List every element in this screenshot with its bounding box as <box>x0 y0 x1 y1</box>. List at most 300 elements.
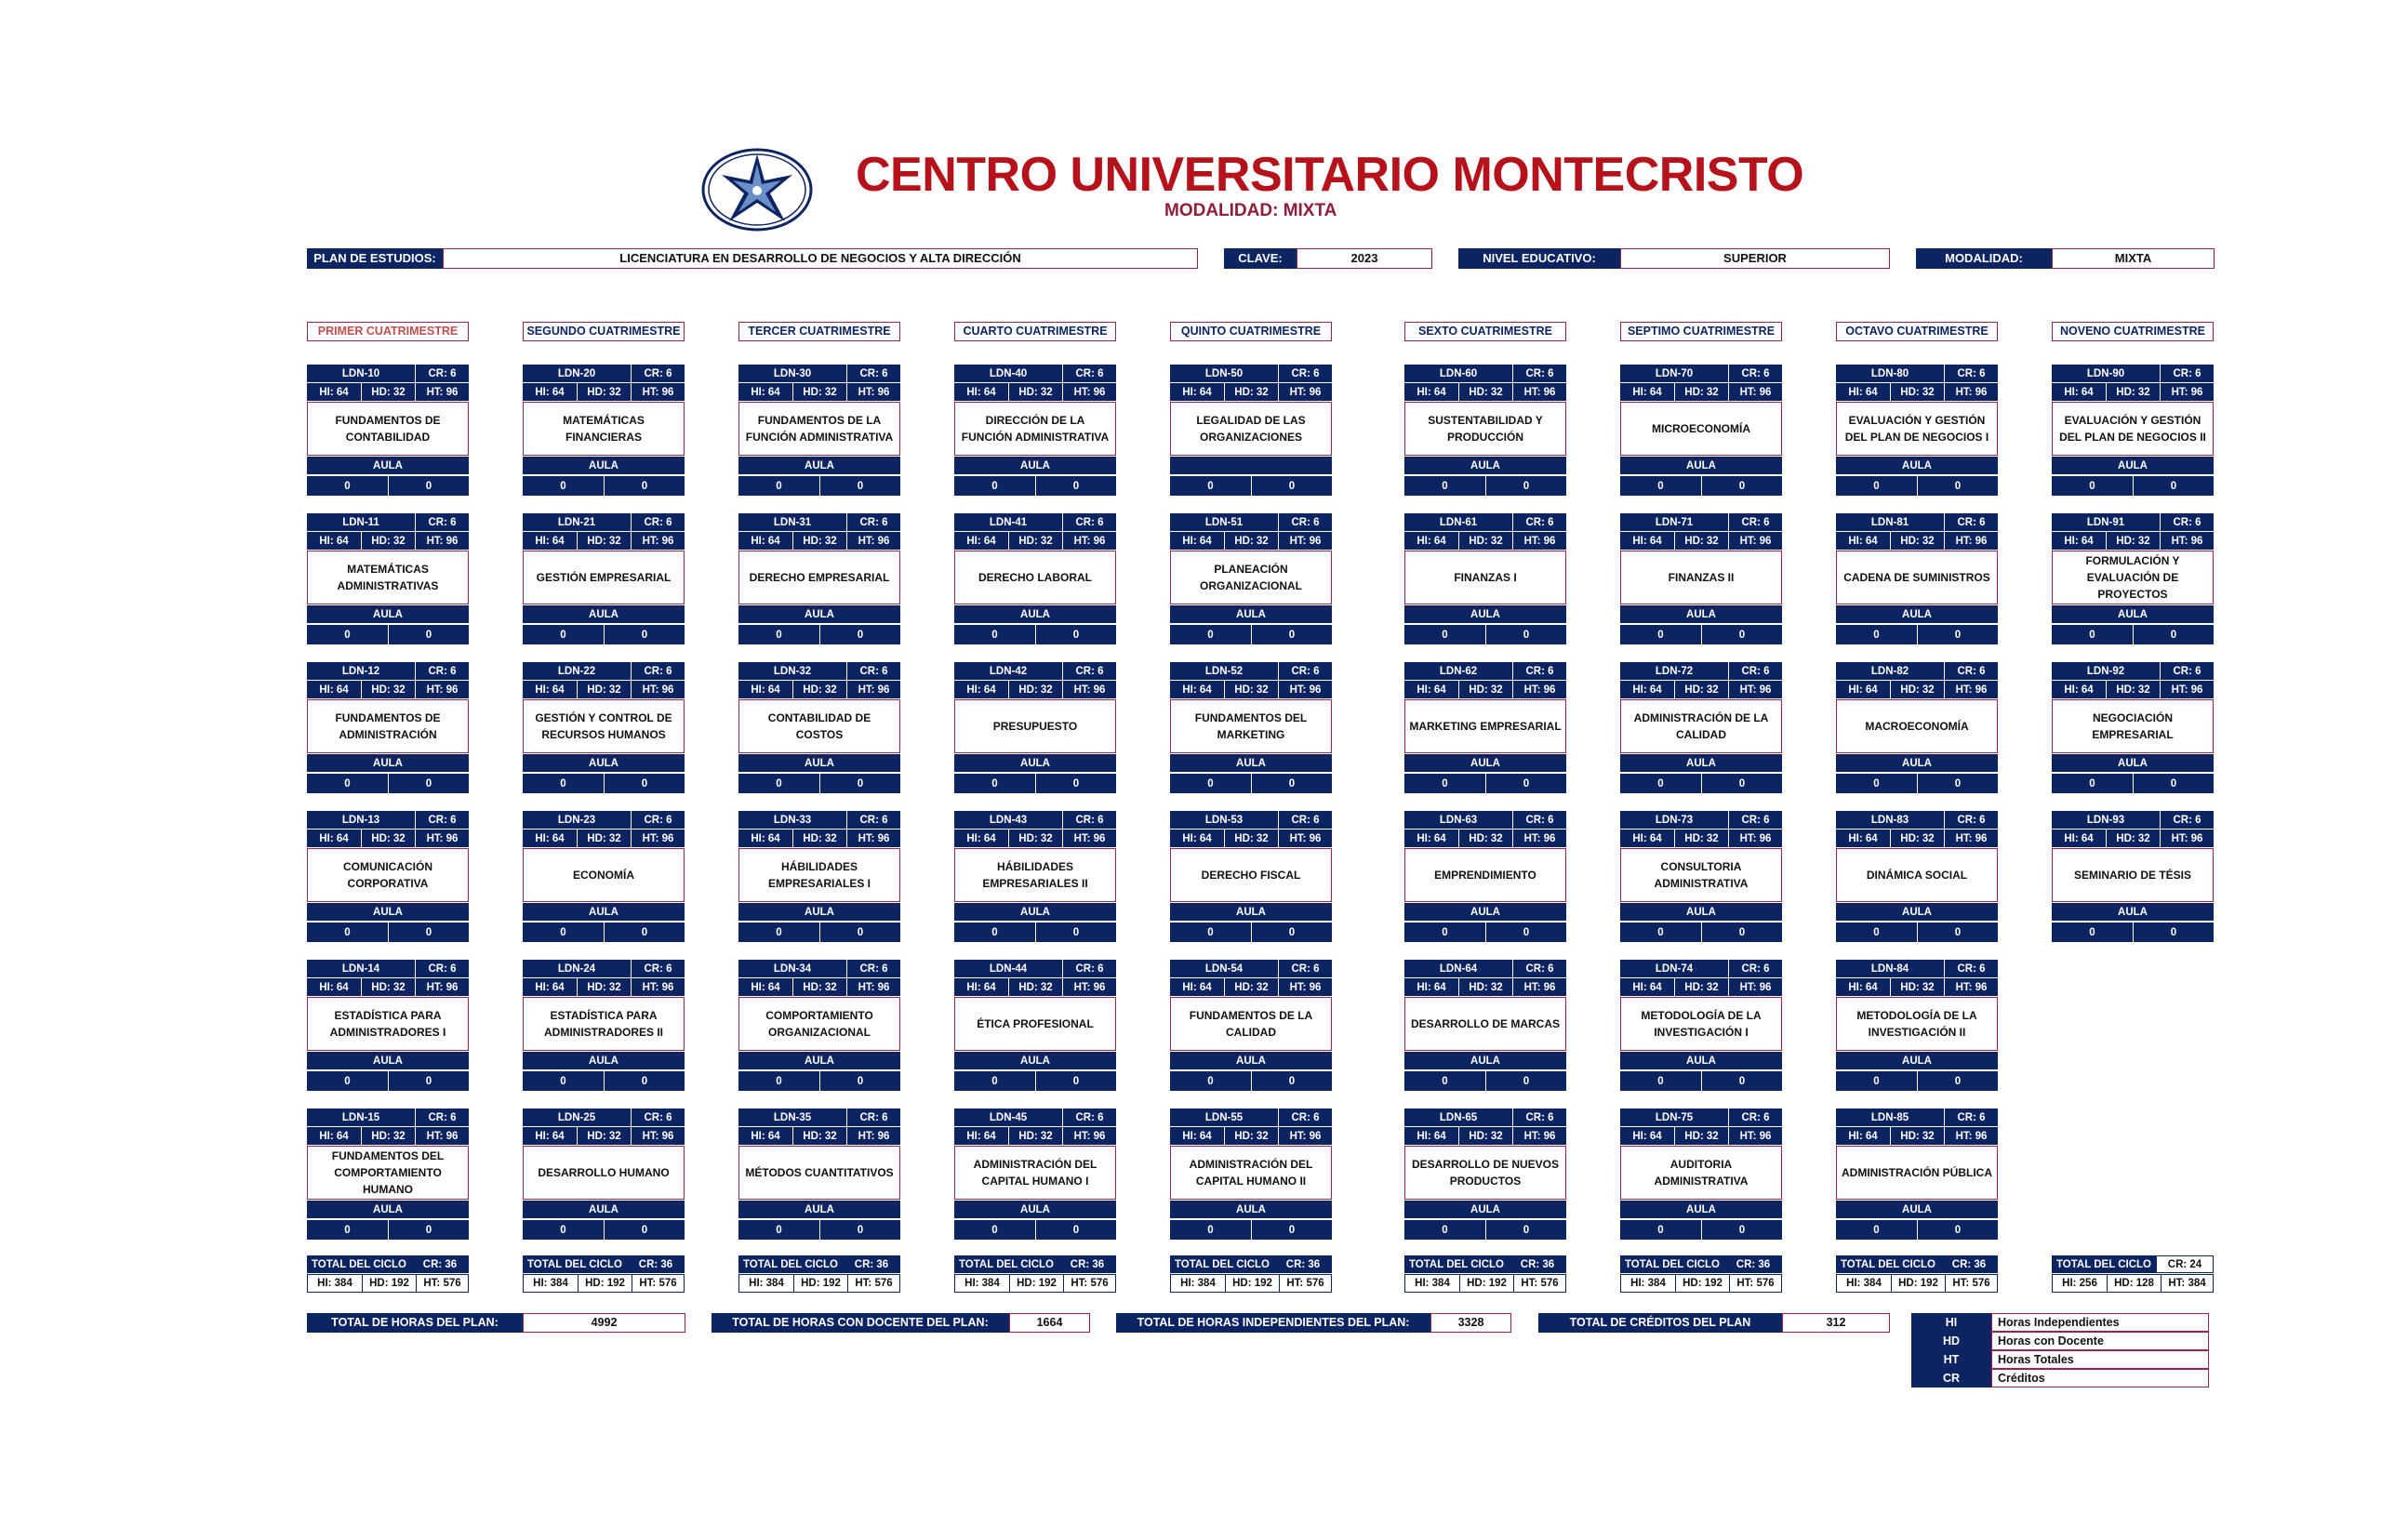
cycle-total-ht: HT: 576 <box>847 1275 899 1292</box>
course-value-2: 0 <box>388 1220 469 1240</box>
course-code: LDN-70 <box>1655 367 1694 379</box>
aula-label: AULA <box>1902 459 1932 471</box>
aula-row <box>1620 605 1782 623</box>
course-hi: HI: 64 <box>751 386 780 398</box>
course-hd: HD: 32 <box>1674 532 1728 550</box>
course-code-row <box>523 960 685 977</box>
course-code-row <box>1836 662 1998 680</box>
course-code: LDN-73 <box>1655 814 1694 826</box>
course-hours-row <box>1404 681 1566 698</box>
course-card <box>307 960 469 1092</box>
course-value-1: 0 <box>1442 926 1448 938</box>
course-code: LDN-81 <box>1870 516 1909 528</box>
course-value-2: 0 <box>388 625 469 644</box>
total-horas-label: TOTAL DE HORAS DEL PLAN: <box>307 1313 523 1333</box>
course-values-row <box>307 625 469 644</box>
course-card <box>523 662 685 794</box>
course-code: LDN-33 <box>773 814 812 826</box>
course-hi: HI: 64 <box>319 684 349 696</box>
aula-row <box>2052 754 2214 772</box>
aula-row <box>954 1201 1116 1218</box>
course-hi: HI: 64 <box>1417 1130 1446 1142</box>
course-hd: HD: 32 <box>792 1127 846 1145</box>
course-name: FUNDAMENTOS DE CONTABILIDAD <box>307 402 469 456</box>
course-hd: HD: 32 <box>792 978 846 996</box>
course-card <box>1620 811 1782 943</box>
aula-label: AULA <box>1236 1055 1266 1067</box>
aula-label: AULA <box>1470 757 1500 769</box>
aula-label <box>1170 457 1332 474</box>
cycle-total-header <box>523 1255 685 1273</box>
aula-row <box>1836 1052 1998 1069</box>
cycle-total-label: TOTAL DEL CICLO <box>2052 1255 2156 1273</box>
course-name: MATEMÁTICAS ADMINISTRATIVAS <box>307 551 469 604</box>
course-hd: HD: 32 <box>361 1127 415 1145</box>
course-value-2: 0 <box>1701 1220 1782 1240</box>
aula-row <box>1170 1201 1332 1218</box>
course-name: FUNDAMENTOS DE ADMINISTRACIÓN <box>307 699 469 753</box>
course-credits: CR: 6 <box>1512 811 1566 829</box>
course-value-1: 0 <box>1657 629 1664 641</box>
course-name: FUNDAMENTOS DEL MARKETING <box>1170 699 1332 753</box>
aula-row <box>1170 605 1332 623</box>
aula-label: AULA <box>1020 1203 1050 1215</box>
course-hd: HD: 32 <box>792 383 846 401</box>
course-hi: HI: 64 <box>1632 981 1662 993</box>
cycle-total-label: TOTAL DEL CICLO <box>307 1255 411 1273</box>
course-name: DESARROLLO HUMANO <box>523 1146 685 1200</box>
cycle-total-label: TOTAL DEL CICLO <box>1404 1255 1509 1273</box>
course-hd: HD: 32 <box>361 681 415 698</box>
course-value-1: 0 <box>1657 1075 1664 1087</box>
course-code: LDN-92 <box>2086 665 2125 677</box>
course-ht: HT: 96 <box>1278 383 1332 401</box>
aula-label: AULA <box>1470 906 1500 918</box>
cycle-total-credits: CR: 36 <box>843 1255 900 1273</box>
course-value-2: 0 <box>388 1071 469 1091</box>
course-code-row <box>307 365 469 382</box>
course-values-row <box>738 476 900 496</box>
course-credits: CR: 6 <box>846 1109 900 1126</box>
course-ht: HT: 96 <box>846 830 900 847</box>
course-values-row <box>954 1220 1116 1240</box>
course-ht: HT: 96 <box>1728 681 1782 698</box>
course-hi: HI: 64 <box>319 386 349 398</box>
course-hi: HI: 64 <box>319 832 349 844</box>
course-hd: HD: 32 <box>792 532 846 550</box>
course-name: DERECHO EMPRESARIAL <box>738 551 900 604</box>
course-hd: HD: 32 <box>1008 532 1062 550</box>
course-ht: HT: 96 <box>631 978 685 996</box>
course-credits: CR: 6 <box>415 1109 469 1126</box>
course-credits: CR: 6 <box>631 811 685 829</box>
course-card <box>523 1109 685 1241</box>
course-code-row <box>1170 662 1332 680</box>
course-value-1: 0 <box>1657 926 1664 938</box>
plan-info-row <box>0 248 2381 269</box>
course-card <box>1170 960 1332 1092</box>
course-value-1: 0 <box>560 777 566 790</box>
course-name: MACROECONOMÍA <box>1836 699 1998 753</box>
course-card <box>1620 365 1782 497</box>
course-name: GESTIÓN EMPRESARIAL <box>523 551 685 604</box>
course-name: MARKETING EMPRESARIAL <box>1404 699 1566 753</box>
aula-label: AULA <box>1020 757 1050 769</box>
course-hours-row <box>1404 830 1566 847</box>
cycle-total <box>1404 1255 1566 1293</box>
semester-header: CUARTO CUATRIMESTRE <box>954 322 1116 341</box>
course-value-2: 0 <box>819 774 900 793</box>
course-name: DIRECCIÓN DE LA FUNCIÓN ADMINISTRATIVA <box>954 402 1116 456</box>
page-title: CENTRO UNIVERSITARIO MONTECRISTO <box>856 148 1804 202</box>
course-code-row <box>1404 365 1566 382</box>
course-code: LDN-50 <box>1204 367 1244 379</box>
course-value-2: 0 <box>604 476 685 496</box>
aula-row <box>1170 903 1332 921</box>
page-subtitle: MODALIDAD: MIXTA <box>1164 201 1337 220</box>
course-code: LDN-60 <box>1439 367 1478 379</box>
course-value-1: 0 <box>344 629 351 641</box>
course-hi: HI: 64 <box>535 1130 565 1142</box>
course-ht: HT: 96 <box>1728 830 1782 847</box>
course-hi: HI: 64 <box>1848 684 1878 696</box>
course-ht: HT: 96 <box>1062 681 1116 698</box>
course-code-row <box>954 1109 1116 1126</box>
course-code: LDN-30 <box>773 367 812 379</box>
cycle-total-credits: CR: 24 <box>2156 1255 2214 1273</box>
total-indep-label: TOTAL DE HORAS INDEPENDIENTES DEL PLAN: <box>1116 1313 1430 1333</box>
aula-label: AULA <box>805 757 834 769</box>
clave-label: CLAVE: <box>1224 248 1297 269</box>
aula-label: AULA <box>1902 608 1932 620</box>
course-credits: CR: 6 <box>2160 662 2214 680</box>
aula-label: AULA <box>805 1055 834 1067</box>
course-value-1: 0 <box>1657 480 1664 492</box>
course-hi: HI: 64 <box>1632 832 1662 844</box>
course-value-1: 0 <box>1873 629 1880 641</box>
course-hi: HI: 64 <box>1182 535 1212 547</box>
course-code-row <box>523 365 685 382</box>
course-value-1: 0 <box>560 926 566 938</box>
course-ht: HT: 96 <box>2160 532 2214 550</box>
course-values-row <box>1620 774 1782 793</box>
course-card <box>1836 365 1998 497</box>
course-value-1: 0 <box>991 926 998 938</box>
course-value-2: 0 <box>1485 625 1566 644</box>
course-code-row <box>2052 365 2214 382</box>
course-code: LDN-64 <box>1439 962 1478 975</box>
course-value-1: 0 <box>2089 480 2095 492</box>
cycle-total-ht: HT: 576 <box>1513 1275 1565 1292</box>
course-code-row <box>1620 960 1782 977</box>
course-value-2: 0 <box>1701 476 1782 496</box>
total-horas-independientes <box>1116 1313 1511 1333</box>
course-hours-row <box>307 830 469 847</box>
aula-row <box>1836 754 1998 772</box>
course-values-row <box>738 1071 900 1091</box>
aula-row <box>954 457 1116 474</box>
course-value-2: 0 <box>819 1071 900 1091</box>
course-name: METODOLOGÍA DE LA INVESTIGACIÓN II <box>1836 997 1998 1051</box>
course-hours-row <box>954 681 1116 698</box>
course-value-2: 0 <box>1251 923 1332 942</box>
legend-desc: Créditos <box>1991 1369 2209 1387</box>
course-ht: HT: 96 <box>1512 383 1566 401</box>
course-hi: HI: 64 <box>966 832 996 844</box>
course-ht: HT: 96 <box>1062 383 1116 401</box>
course-name: DERECHO LABORAL <box>954 551 1116 604</box>
cycle-total-header <box>1836 1255 1998 1273</box>
cycle-total-label: TOTAL DEL CICLO <box>738 1255 843 1273</box>
cycle-total-hi: HI: 384 <box>1180 1278 1216 1289</box>
course-code-row <box>1836 365 1998 382</box>
course-value-1: 0 <box>344 777 351 790</box>
course-card <box>1170 365 1332 497</box>
course-name: FINANZAS II <box>1620 551 1782 604</box>
course-name: COMPORTAMIENTO ORGANIZACIONAL <box>738 997 900 1051</box>
course-name: COMUNICACIÓN CORPORATIVA <box>307 848 469 902</box>
course-code-row <box>954 960 1116 977</box>
legend-key: HT <box>1911 1350 1991 1369</box>
course-value-2: 0 <box>1035 476 1116 496</box>
aula-label: AULA <box>805 1203 834 1215</box>
course-card <box>954 662 1116 794</box>
course-card <box>1170 1109 1332 1241</box>
aula-label: AULA <box>1020 1055 1050 1067</box>
course-hd: HD: 32 <box>577 1127 631 1145</box>
legend-row <box>1911 1369 2209 1387</box>
course-credits: CR: 6 <box>1512 960 1566 977</box>
course-code: LDN-52 <box>1204 665 1244 677</box>
course-credits: CR: 6 <box>1944 1109 1998 1126</box>
cycle-total <box>954 1255 1116 1293</box>
cycle-total-header <box>1404 1255 1566 1273</box>
course-ht: HT: 96 <box>1512 978 1566 996</box>
aula-row <box>1836 605 1998 623</box>
cycle-total-ht: HT: 576 <box>1729 1275 1781 1292</box>
course-value-2: 0 <box>1485 476 1566 496</box>
course-code-row <box>307 811 469 829</box>
course-name: PLANEACIÓN ORGANIZACIONAL <box>1170 551 1332 604</box>
cycle-total-hours <box>2052 1274 2214 1293</box>
course-hi: HI: 64 <box>966 684 996 696</box>
course-code: LDN-75 <box>1655 1111 1694 1123</box>
course-values-row <box>1170 774 1332 793</box>
course-hi: HI: 64 <box>535 386 565 398</box>
course-values-row <box>1404 476 1566 496</box>
course-values-row <box>1404 1071 1566 1091</box>
course-values-row <box>523 774 685 793</box>
course-hd: HD: 32 <box>1458 830 1512 847</box>
course-values-row <box>738 774 900 793</box>
course-name: PRESUPUESTO <box>954 699 1116 753</box>
course-value-2: 0 <box>388 476 469 496</box>
course-values-row <box>2052 476 2214 496</box>
course-hours-row <box>1404 383 1566 401</box>
course-hours-row <box>1170 532 1332 550</box>
total-docente-value: 1664 <box>1009 1313 1090 1333</box>
course-hd: HD: 32 <box>1008 383 1062 401</box>
aula-row <box>1404 605 1566 623</box>
course-ht: HT: 96 <box>846 978 900 996</box>
course-values-row <box>2052 625 2214 644</box>
course-code-row <box>523 513 685 531</box>
course-credits: CR: 6 <box>846 960 900 977</box>
course-name: DESARROLLO DE NUEVOS PRODUCTOS <box>1404 1146 1566 1200</box>
course-code-row <box>1836 960 1998 977</box>
course-card <box>307 513 469 645</box>
cycle-total-ht: HT: 576 <box>416 1275 468 1292</box>
course-value-1: 0 <box>344 926 351 938</box>
course-ht: HT: 96 <box>1062 978 1116 996</box>
course-name: SUSTENTABILIDAD Y PRODUCCIÓN <box>1404 402 1566 456</box>
course-credits: CR: 6 <box>1728 662 1782 680</box>
aula-row <box>1404 457 1566 474</box>
course-hours-row <box>307 532 469 550</box>
cycle-total-ht: HT: 576 <box>1063 1275 1115 1292</box>
course-value-2: 0 <box>2133 625 2214 644</box>
course-hd: HD: 32 <box>1224 532 1278 550</box>
course-code-row <box>954 365 1116 382</box>
course-hi: HI: 64 <box>319 981 349 993</box>
course-credits: CR: 6 <box>1512 513 1566 531</box>
course-hd: HD: 32 <box>2106 383 2160 401</box>
course-code: LDN-21 <box>557 516 596 528</box>
course-value-1: 0 <box>560 1224 566 1236</box>
course-card <box>954 513 1116 645</box>
course-value-2: 0 <box>1701 1071 1782 1091</box>
course-card <box>738 365 900 497</box>
course-code-row <box>2052 513 2214 531</box>
aula-row <box>1170 1052 1332 1069</box>
course-value-1: 0 <box>344 1224 351 1236</box>
course-value-2: 0 <box>1251 476 1332 496</box>
course-value-2: 0 <box>1917 1071 1998 1091</box>
cycle-total-hours <box>1620 1274 1782 1293</box>
aula-label: AULA <box>2118 459 2148 471</box>
aula-row <box>307 754 469 772</box>
course-value-1: 0 <box>1207 629 1214 641</box>
course-hours-row <box>307 681 469 698</box>
course-values-row <box>307 1220 469 1240</box>
course-ht: HT: 96 <box>415 830 469 847</box>
legend-desc: Horas Independientes <box>1991 1313 2209 1332</box>
course-code: LDN-24 <box>557 962 596 975</box>
course-code: LDN-22 <box>557 665 596 677</box>
course-hi: HI: 64 <box>751 832 780 844</box>
course-card <box>1170 811 1332 943</box>
course-code-row <box>738 662 900 680</box>
course-value-2: 0 <box>2133 774 2214 793</box>
course-value-2: 0 <box>1251 1220 1332 1240</box>
course-code-row <box>954 811 1116 829</box>
course-hd: HD: 32 <box>2106 830 2160 847</box>
course-value-2: 0 <box>604 625 685 644</box>
cycle-total <box>1620 1255 1782 1293</box>
cycle-total-hi: HI: 384 <box>1630 1278 1666 1289</box>
course-card <box>1620 960 1782 1092</box>
aula-label: AULA <box>1470 608 1500 620</box>
course-card <box>1836 513 1998 645</box>
cycle-total-hd: HD: 192 <box>793 1275 847 1292</box>
course-name: NEGOCIACIÓN EMPRESARIAL <box>2052 699 2214 753</box>
course-credits: CR: 6 <box>1728 365 1782 382</box>
course-value-2: 0 <box>1701 625 1782 644</box>
cycle-total-ht: HT: 576 <box>1279 1275 1331 1292</box>
course-value-1: 0 <box>1207 1075 1214 1087</box>
course-credits: CR: 6 <box>846 811 900 829</box>
course-credits: CR: 6 <box>1944 811 1998 829</box>
course-ht: HT: 96 <box>846 681 900 698</box>
aula-row <box>2052 457 2214 474</box>
cycle-total <box>2052 1255 2214 1293</box>
course-credits: CR: 6 <box>846 513 900 531</box>
course-card <box>1404 513 1566 645</box>
aula-row <box>523 605 685 623</box>
course-value-1: 0 <box>1873 926 1880 938</box>
course-hd: HD: 32 <box>1890 383 1944 401</box>
total-creditos-value: 312 <box>1782 1313 1890 1333</box>
course-ht: HT: 96 <box>1944 383 1998 401</box>
course-hd: HD: 32 <box>1890 830 1944 847</box>
course-values-row <box>523 923 685 942</box>
course-ht: HT: 96 <box>415 681 469 698</box>
course-hours-row <box>954 978 1116 996</box>
cycle-total-header <box>738 1255 900 1273</box>
course-value-2: 0 <box>1251 774 1332 793</box>
course-value-2: 0 <box>1485 1071 1566 1091</box>
course-hi: HI: 64 <box>1632 535 1662 547</box>
course-card <box>307 662 469 794</box>
course-code: LDN-93 <box>2086 814 2125 826</box>
course-code-row <box>954 513 1116 531</box>
course-credits: CR: 6 <box>1512 365 1566 382</box>
course-code-row <box>1620 662 1782 680</box>
cycle-total-hd: HD: 192 <box>1459 1275 1513 1292</box>
course-ht: HT: 96 <box>631 681 685 698</box>
course-hours-row <box>1836 978 1998 996</box>
course-card <box>2052 365 2214 497</box>
course-name: ESTADÍSTICA PARA ADMINISTRADORES II <box>523 997 685 1051</box>
course-ht: HT: 96 <box>415 978 469 996</box>
cycle-total-hd: HD: 192 <box>1675 1275 1729 1292</box>
aula-row <box>1620 1052 1782 1069</box>
course-value-1: 0 <box>776 926 782 938</box>
course-card <box>1836 811 1998 943</box>
course-value-2: 0 <box>388 774 469 793</box>
course-hi: HI: 64 <box>1417 684 1446 696</box>
course-code: LDN-54 <box>1204 962 1244 975</box>
course-hi: HI: 64 <box>1848 832 1878 844</box>
cycle-total-hd: HD: 192 <box>578 1275 632 1292</box>
course-value-1: 0 <box>560 1075 566 1087</box>
course-code-row <box>738 513 900 531</box>
course-code: LDN-43 <box>989 814 1028 826</box>
course-values-row <box>307 1071 469 1091</box>
course-values-row <box>954 625 1116 644</box>
semester-header: PRIMER CUATRIMESTRE <box>307 322 469 341</box>
course-value-1: 0 <box>776 629 782 641</box>
cycle-total-hi: HI: 384 <box>1415 1278 1450 1289</box>
cycle-total-hd: HD: 128 <box>2107 1275 2161 1292</box>
course-value-1: 0 <box>560 480 566 492</box>
course-code: LDN-40 <box>989 367 1028 379</box>
cycle-total-header <box>1170 1255 1332 1273</box>
course-value-2: 0 <box>2133 923 2214 942</box>
aula-row <box>307 1052 469 1069</box>
course-code-row <box>1170 1109 1332 1126</box>
course-hd: HD: 32 <box>1674 830 1728 847</box>
